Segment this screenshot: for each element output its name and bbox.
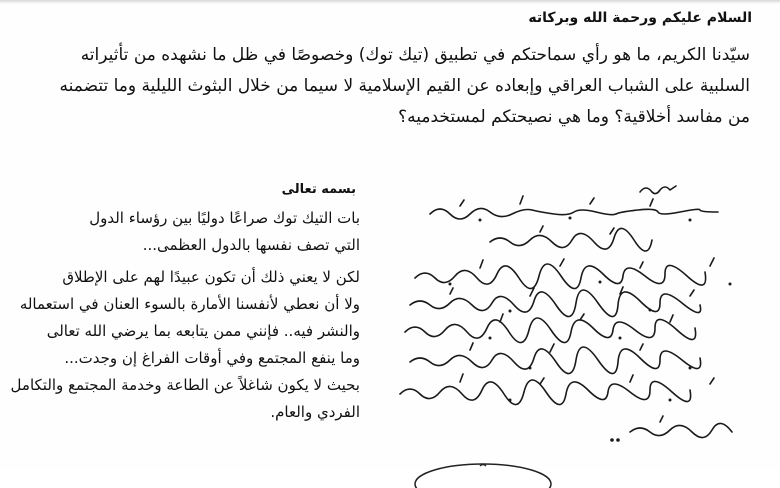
answer-line: بات التيك توك صراعًا دوليًا بين رؤساء الدول — [89, 209, 360, 227]
greeting-line: السلام عليكم ورحمة الله وبركاته — [528, 10, 752, 26]
answer-line: الفردي والعام. — [270, 403, 360, 421]
question-line: سيّدنا الكريم، ما هو رأي سماحتكم في تطبيق (تيك توك) وخصوصًا في ظل ما نشهده من تأثيراته — [80, 45, 750, 65]
answer-line: والنشر فيه.. فإنني ممن يتابعه بما يرضي الله تعالى — [46, 322, 360, 340]
question-line: من مفاسد أخلاقية؟ وما هي نصيحتكم لمستخدميه؟ — [398, 107, 750, 127]
answer-line: ولا أن نعطي لأنفسنا الأمارة بالسوء العنان في استعماله — [19, 295, 360, 313]
answer-heading: بسمه تعالى — [281, 182, 356, 197]
answer-line: وما ينفع المجتمع وفي أوقات الفراغ إن وجدت... — [64, 349, 360, 367]
typed-answer — [10, 182, 360, 426]
answer-line: التي تصف نفسها بالدول العظمى... — [142, 236, 360, 254]
answer-line: بحيث لا يكون شاغلاً عن الطاعة وخدمة المجتمع والتكامل — [10, 376, 360, 394]
seal-outline — [408, 448, 558, 488]
scan-edge — [0, 0, 780, 4]
question-line: السلبية على الشباب العراقي وإبعاده عن القيم الإسلامية لا سيما من خلال البثوث الليلية وما تتضمنه — [59, 76, 750, 96]
handwritten-answer — [390, 170, 770, 470]
answer-line: لكن لا يعني ذلك أن تكون عبيدًا لهم على الإطلاق — [62, 268, 360, 286]
handwriting-scribble — [390, 170, 770, 470]
question-paragraph — [40, 40, 750, 133]
